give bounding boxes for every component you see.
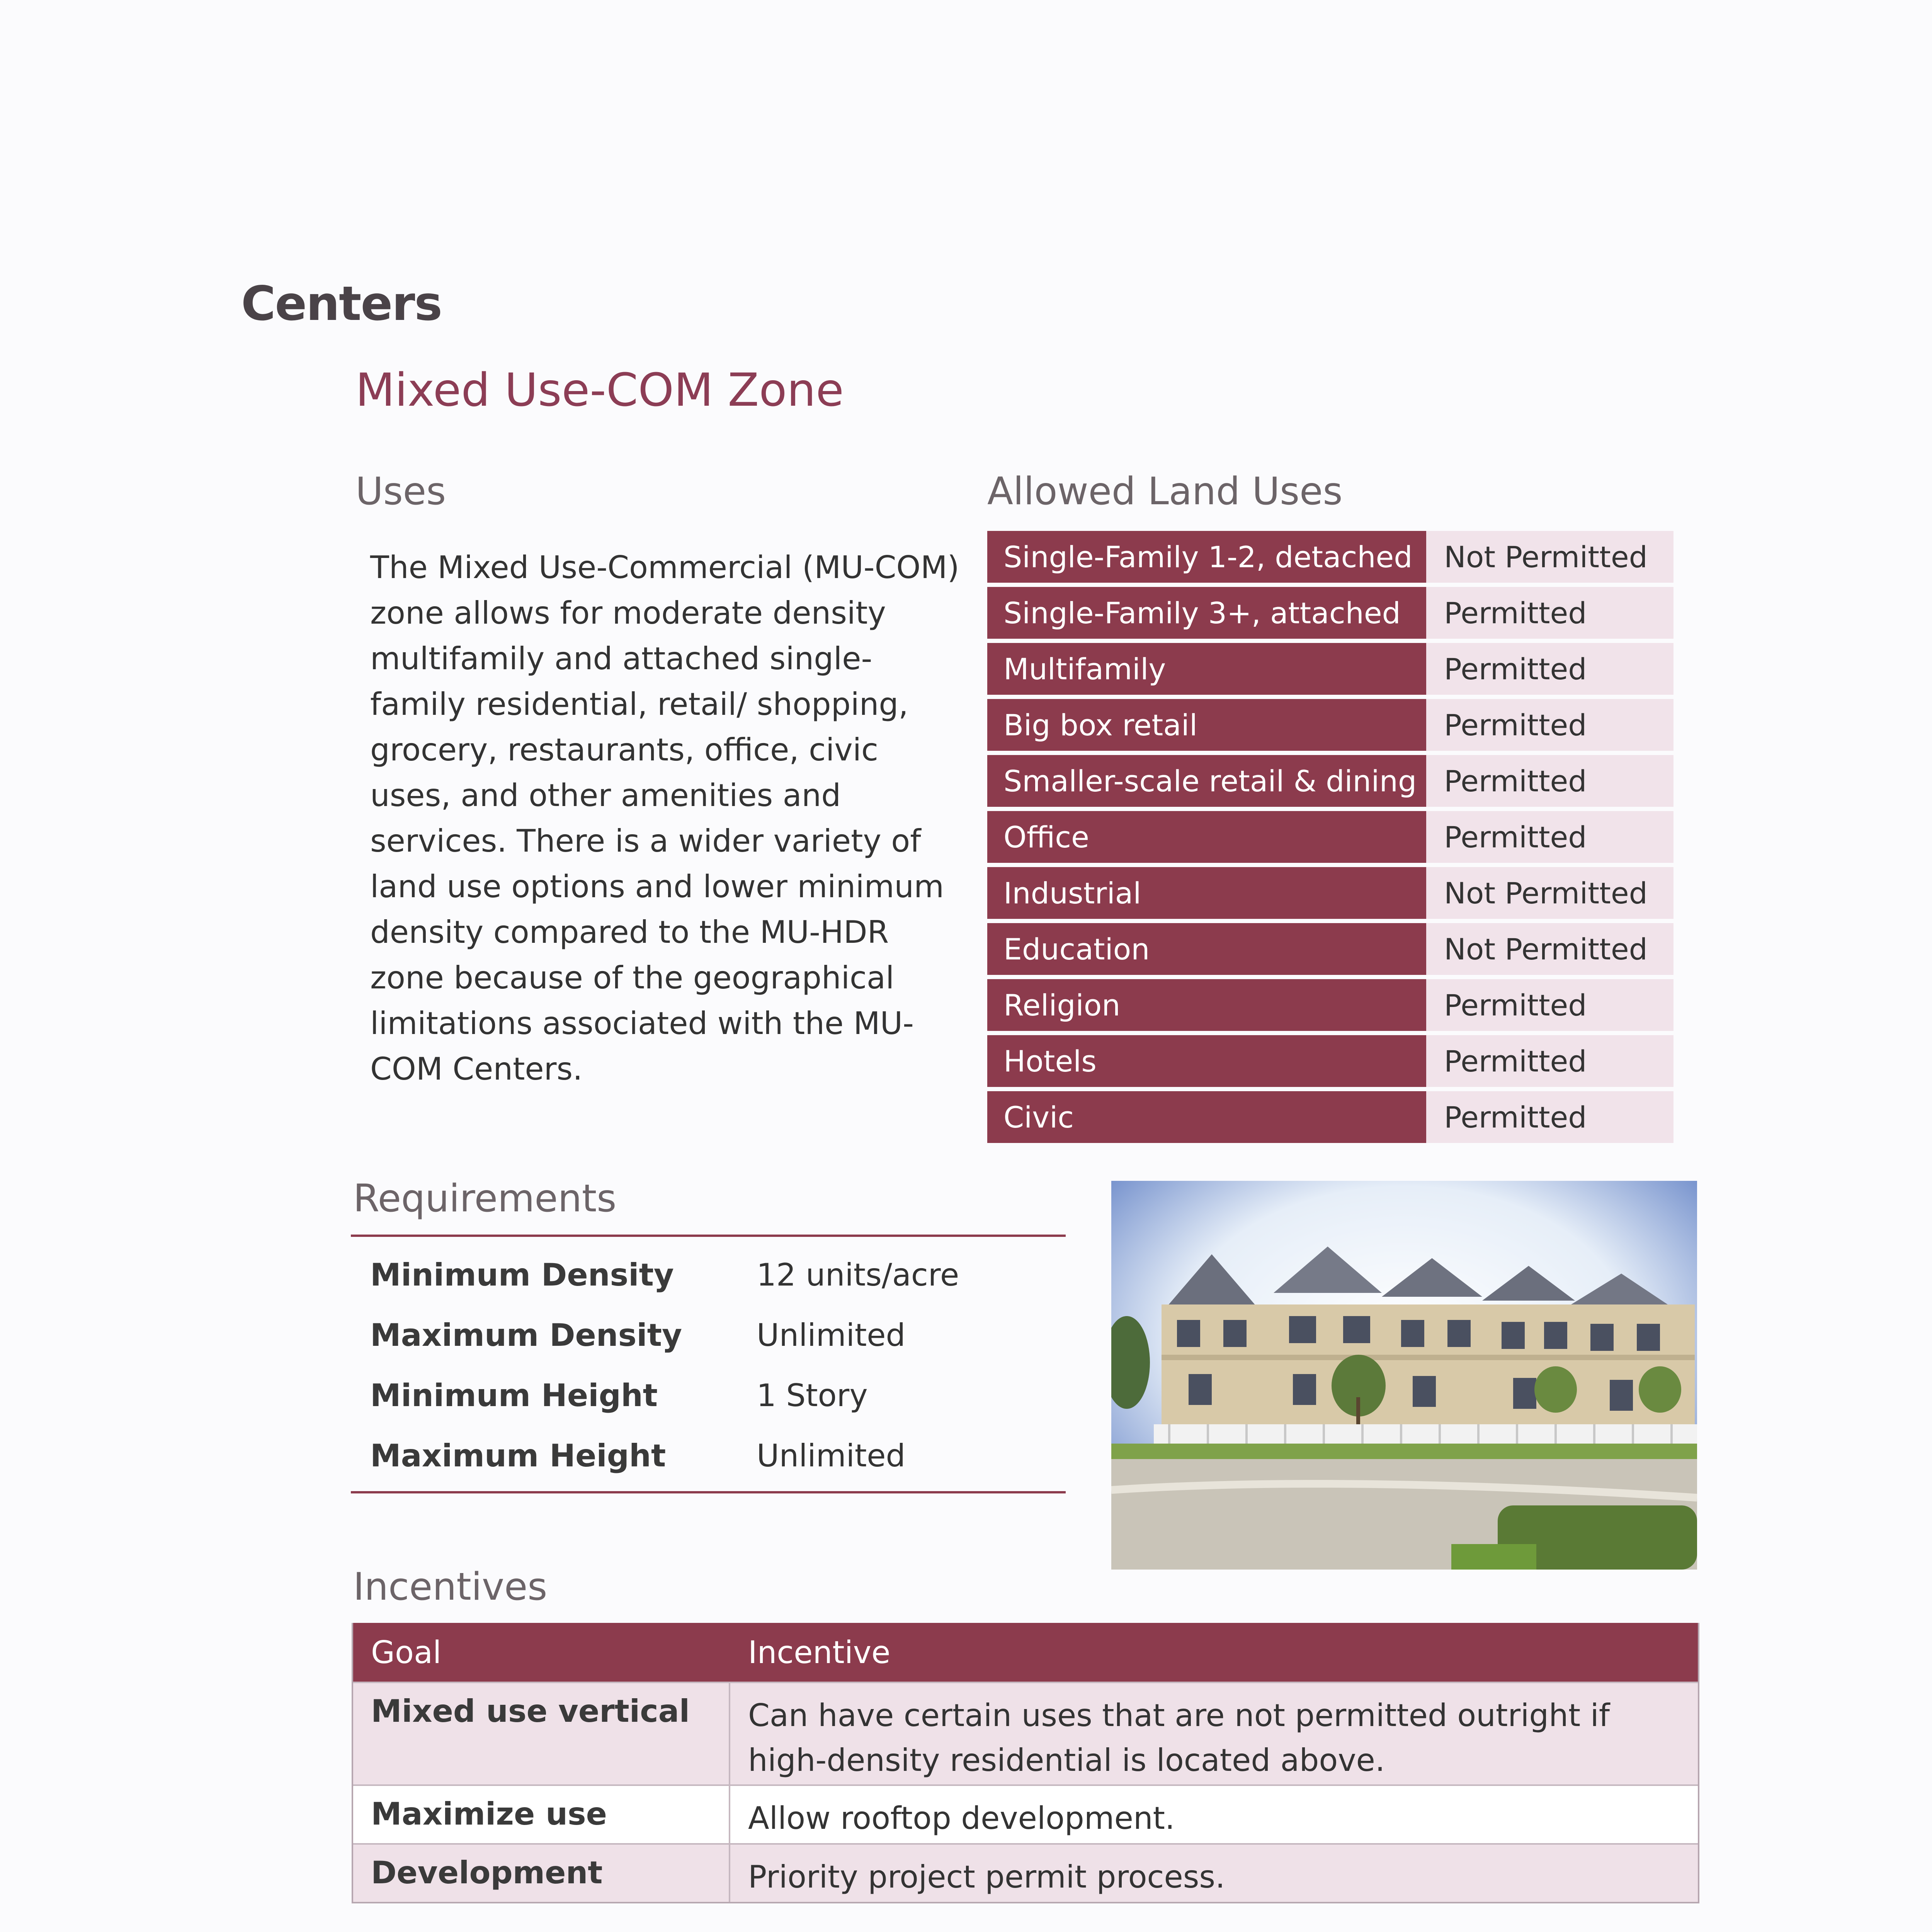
land-use-status: Not Permitted	[1426, 923, 1673, 975]
land-use-row	[987, 1035, 1673, 1087]
land-use-status: Not Permitted	[1426, 531, 1673, 583]
land-use-name: Office	[987, 811, 1426, 863]
land-use-status: Not Permitted	[1426, 867, 1673, 919]
incentive-text: Priority project permit process.	[748, 1859, 1225, 1895]
incentives-header-row	[353, 1623, 1698, 1682]
land-use-status: Permitted	[1426, 755, 1673, 807]
land-use-row	[987, 867, 1673, 919]
land-use-name: Civic	[987, 1091, 1426, 1143]
allowed-land-uses-table	[987, 531, 1673, 1147]
land-use-row	[987, 587, 1673, 639]
land-use-status: Permitted	[1426, 587, 1673, 639]
land-use-row	[987, 643, 1673, 695]
land-use-row	[987, 531, 1673, 583]
land-use-row	[987, 755, 1673, 807]
land-use-name: Education	[987, 923, 1426, 975]
uses-heading: Uses	[355, 469, 446, 514]
land-use-status: Permitted	[1426, 699, 1673, 751]
land-use-name: Single-Family 3+, attached	[987, 587, 1426, 639]
requirement-row	[351, 1365, 1066, 1425]
requirement-value: Unlimited	[757, 1317, 906, 1353]
uses-description: The Mixed Use-Commercial (MU-COM) zone allows for moderate density multifamily and attached single-family residential, retail/ shopping, grocery, restaurants, office, civic uses, and other amenities and services. There is a wider variety of land use options and lower minimum density compared to the MU-HDR zone because of the geographical limitations associated with the MU-COM Centers.	[370, 549, 959, 1087]
requirement-value: Unlimited	[757, 1437, 906, 1474]
requirement-row	[351, 1305, 1066, 1365]
incentive-text: Can have certain uses that are not permitted outright if high-density residential is located above.	[748, 1697, 1610, 1778]
requirement-label: Maximum Density	[370, 1317, 682, 1353]
incentive-goal: Mixed use vertical	[353, 1683, 730, 1784]
land-use-name: Religion	[987, 979, 1426, 1031]
land-use-row	[987, 1091, 1673, 1143]
incentive-text: Allow rooftop development.	[748, 1800, 1175, 1836]
requirements-table	[351, 1235, 1066, 1493]
land-use-status: Permitted	[1426, 1091, 1673, 1143]
requirement-row	[351, 1425, 1066, 1486]
land-use-name: Single-Family 1-2, detached	[987, 531, 1426, 583]
land-use-row	[987, 699, 1673, 751]
land-use-name: Multifamily	[987, 643, 1426, 695]
land-use-name: Big box retail	[987, 699, 1426, 751]
requirements-heading: Requirements	[353, 1177, 617, 1221]
land-use-status: Permitted	[1426, 979, 1673, 1031]
allowed-land-uses-heading: Allowed Land Uses	[987, 469, 1343, 514]
requirement-row	[351, 1245, 1066, 1305]
land-use-row	[987, 979, 1673, 1031]
zone-title: Mixed Use-COM Zone	[355, 363, 844, 417]
requirement-value: 12 units/acre	[757, 1257, 959, 1293]
requirement-value: 1 Story	[757, 1377, 868, 1413]
land-use-name: Industrial	[987, 867, 1426, 919]
requirement-label: Minimum Density	[370, 1257, 674, 1293]
land-use-name: Smaller-scale retail & dining	[987, 755, 1426, 807]
requirement-label: Maximum Height	[370, 1437, 666, 1474]
land-use-status: Permitted	[1426, 1035, 1673, 1087]
section-title: Centers	[241, 276, 442, 331]
land-use-status: Permitted	[1426, 643, 1673, 695]
column-header-incentive: Incentive	[748, 1634, 891, 1670]
land-use-status: Permitted	[1426, 811, 1673, 863]
incentive-row	[353, 1843, 1698, 1902]
incentives-table	[352, 1623, 1699, 1903]
requirement-label: Minimum Height	[370, 1377, 658, 1413]
land-use-row	[987, 811, 1673, 863]
incentive-row	[353, 1784, 1698, 1843]
column-header-goal: Goal	[371, 1634, 442, 1670]
incentive-row	[353, 1682, 1698, 1784]
land-use-name: Hotels	[987, 1035, 1426, 1087]
land-use-row	[987, 923, 1673, 975]
incentives-heading: Incentives	[353, 1565, 548, 1609]
townhouse-photo	[1111, 1181, 1697, 1570]
incentive-goal: Maximize use	[353, 1786, 730, 1843]
incentive-goal: Development	[353, 1845, 730, 1902]
